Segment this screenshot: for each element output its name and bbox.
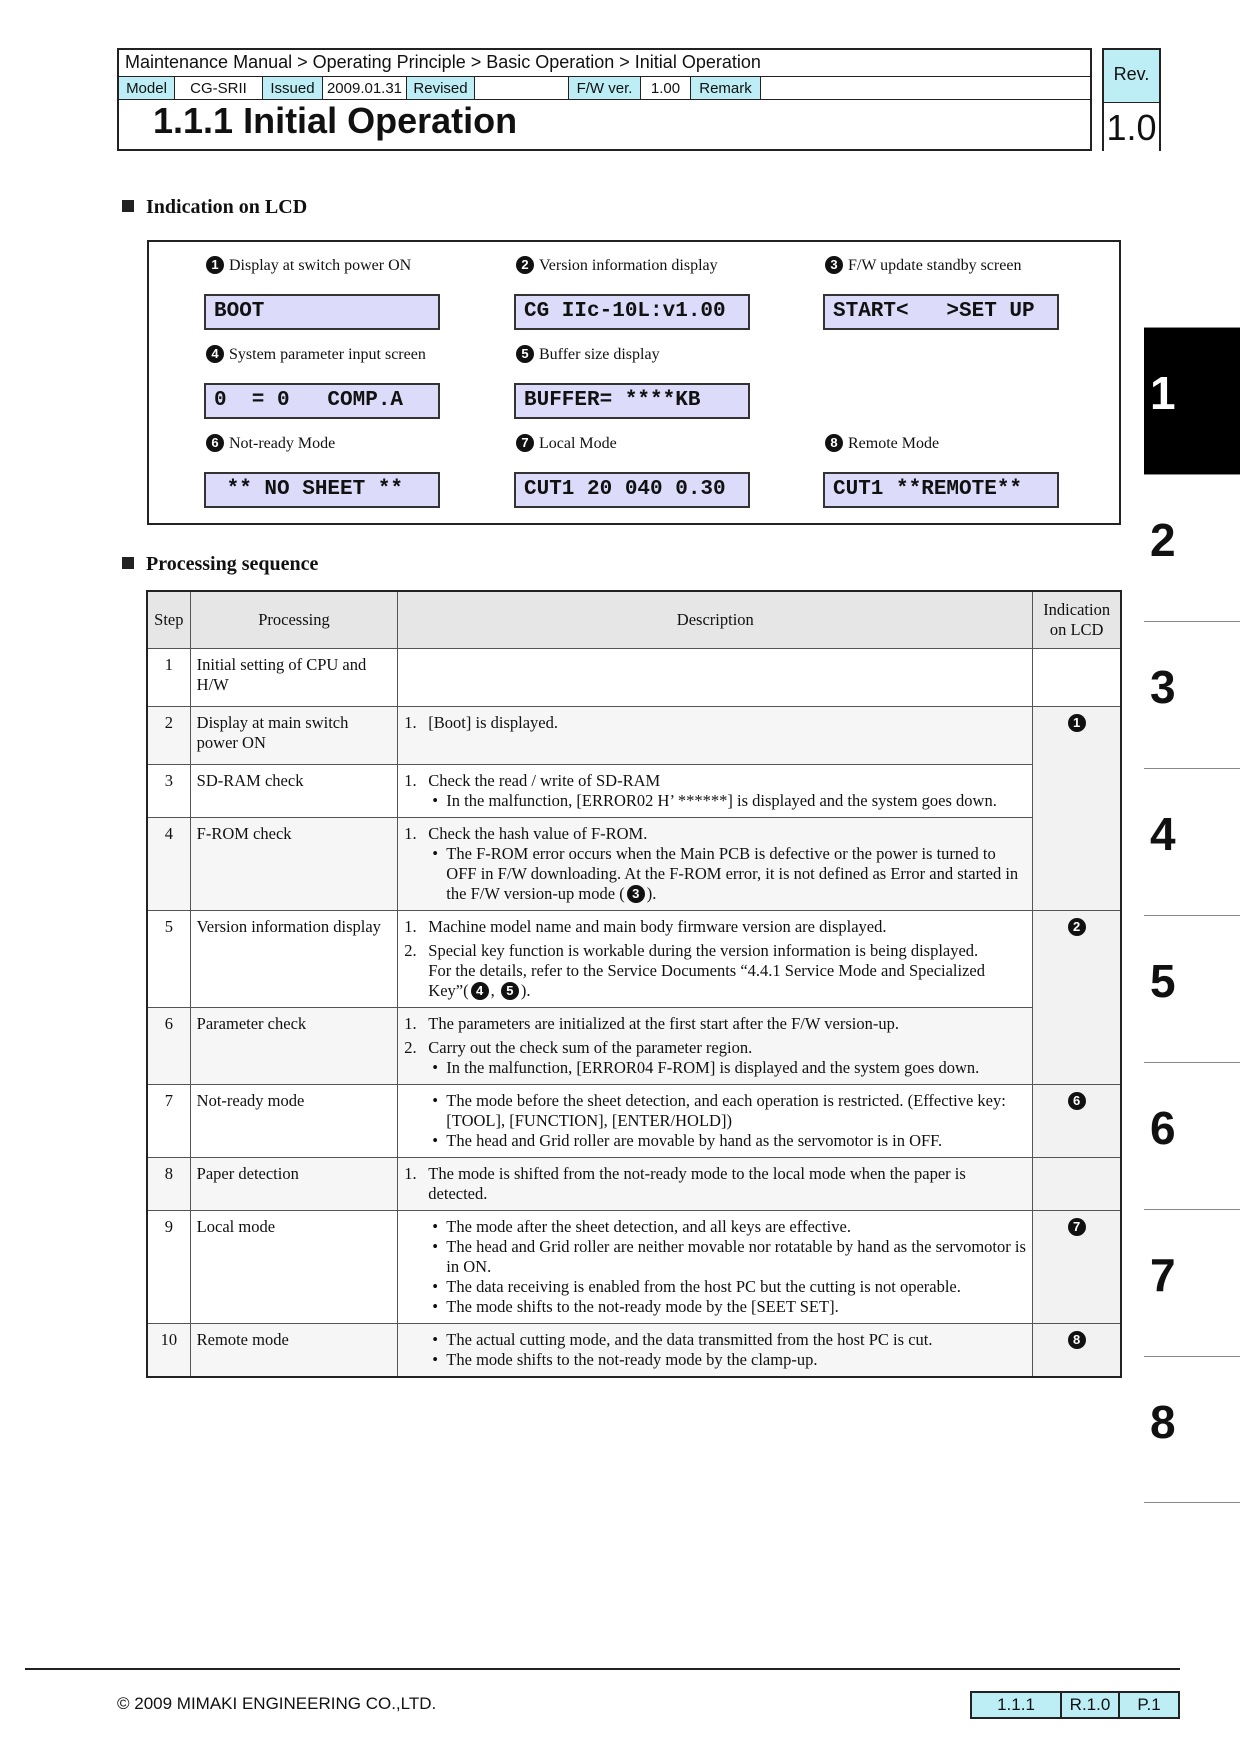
table-row: 5 Version information display 1. Machine model name and main body firmware version are displayed. 2. Special key function is workable during the version information is being displayed. For the details, refer to the Service Documents “4.4.1 Service Mode and Specialized Key”( 4 , 5 ). 2 (147, 911, 1121, 1008)
lcd-screen-3: START< >SET UP (823, 294, 1059, 330)
sequence-table (146, 590, 1122, 1378)
circled-number-icon: 1 (1068, 714, 1086, 732)
circled-number-icon: 4 (206, 345, 224, 363)
table-header-row (147, 591, 1121, 649)
circled-number-icon: 4 (471, 982, 489, 1000)
col-step: Step (147, 591, 190, 649)
page-title: 1.1.1 Initial Operation (153, 100, 518, 141)
lcd-caption-1: 1 Display at switch power ON (206, 256, 411, 275)
issued-label: Issued (263, 77, 323, 99)
circled-number-icon: 3 (825, 256, 843, 274)
chapter-tab-1[interactable]: 1 (1144, 327, 1240, 474)
lcd-screen-2: CG IIc-10L:v1.00 (514, 294, 750, 330)
circled-number-icon: 2 (1068, 918, 1086, 936)
table-row: 6 Parameter check 1. The parameters are initialized at the first start after the F/W version-up. 2. Carry out the check sum of the parameter region. • In the malfunction, [ERROR04 F-ROM] is displayed and the system goes down. (147, 1008, 1121, 1085)
lcd-screen-4: 0 = 0 COMP.A (204, 383, 440, 419)
lcd-screen-8: CUT1 **REMOTE** (823, 472, 1059, 508)
circled-number-icon: 8 (1068, 1331, 1086, 1349)
copyright: © 2009 MIMAKI ENGINEERING CO.,LTD. (117, 1694, 437, 1713)
remark-value (761, 77, 1090, 99)
table-row: 8 Paper detection 1. The mode is shifted from the not-ready mode to the local mode when the paper is detected. (147, 1158, 1121, 1211)
revised-label: Revised (407, 77, 475, 99)
table-row: 9 Local mode • The mode after the sheet detection, and all keys are effective. • The head and Grid roller are neither movable nor rotatable by hand as the servomotor is in ON. • The data receiving is enabled from the host PC but the cutting is not operable. • The mode shifts to the not-ready mode by the [SEET SET]. 7 (147, 1211, 1121, 1324)
chapter-tab-2[interactable]: 2 (1144, 474, 1240, 621)
lcd-caption-4: 4 System parameter input screen (206, 345, 426, 364)
rev-value: 1.0 (1104, 102, 1159, 152)
issued-value: 2009.01.31 (323, 77, 407, 99)
col-processing: Processing (190, 591, 398, 649)
circled-number-icon: 5 (516, 345, 534, 363)
col-description: Description (398, 591, 1033, 649)
circled-number-icon: 5 (501, 982, 519, 1000)
table-row: 10 Remote mode • The actual cutting mode, and the data transmitted from the host PC is cut. • The mode shifts to the not-ready mode by the clamp-up. 8 (147, 1324, 1121, 1378)
lcd-caption-7: 7 Local Mode (516, 434, 617, 453)
page-ref-box (970, 1691, 1180, 1719)
circled-number-icon: 6 (206, 434, 224, 452)
table-row: 1 Initial setting of CPU and H/W (147, 649, 1121, 707)
model-label: Model (119, 77, 175, 99)
chapter-tab-8[interactable]: 8 (1144, 1356, 1240, 1503)
doc-header (117, 48, 1092, 151)
lcd-caption-2: 2 Version information display (516, 256, 718, 275)
bullet-square-icon (122, 557, 134, 569)
lcd-caption-5: 5 Buffer size display (516, 345, 660, 364)
footer-rev: R.1.0 (1062, 1693, 1120, 1717)
circled-number-icon: 3 (627, 885, 645, 903)
circled-number-icon: 8 (825, 434, 843, 452)
lcd-screen-1: BOOT (204, 294, 440, 330)
circled-number-icon: 2 (516, 256, 534, 274)
col-indication: Indication on LCD (1033, 591, 1121, 649)
table-row: 2 Display at main switch power ON 1. [Boot] is displayed. 1 (147, 707, 1121, 765)
seq-heading: Processing sequence (122, 553, 318, 576)
rev-label: Rev. (1113, 64, 1150, 84)
bullet-square-icon (122, 200, 134, 212)
chapter-tab-7[interactable]: 7 (1144, 1209, 1240, 1356)
lcd-caption-3: 3 F/W update standby screen (825, 256, 1021, 275)
lcd-caption-8: 8 Remote Mode (825, 434, 939, 453)
footer-section: 1.1.1 (972, 1693, 1062, 1717)
lcd-screen-5: BUFFER= ****KB (514, 383, 750, 419)
chapter-tab-6[interactable]: 6 (1144, 1062, 1240, 1209)
chapter-tab-3[interactable]: 3 (1144, 621, 1240, 768)
fw-label: F/W ver. (569, 77, 641, 99)
breadcrumb: Maintenance Manual > Operating Principle > Basic Operation > Initial Operation (125, 52, 761, 72)
circled-number-icon: 1 (206, 256, 224, 274)
table-row: 3 SD-RAM check 1. Check the read / write of SD-RAM • In the malfunction, [ERROR02 H’ ******] is displayed and the system goes down. (147, 765, 1121, 818)
chapter-tab-4[interactable]: 4 (1144, 768, 1240, 915)
footer-page: P.1 (1137, 1695, 1161, 1714)
circled-number-icon: 7 (516, 434, 534, 452)
model-value: CG-SRII (175, 77, 263, 99)
rev-box (1102, 48, 1161, 151)
remark-label: Remark (691, 77, 761, 99)
footer-divider (25, 1668, 1180, 1670)
revised-value (475, 77, 569, 99)
lcd-caption-6: 6 Not-ready Mode (206, 434, 335, 453)
meta-row (119, 76, 1090, 100)
lcd-heading: Indication on LCD (122, 196, 307, 219)
chapter-tab-5[interactable]: 5 (1144, 915, 1240, 1062)
table-row: 7 Not-ready mode • The mode before the sheet detection, and each operation is restricted. (Effective key: [TOOL], [FUNCTION], [ENTER/HOLD]) • The head and Grid roller are movable by hand as the servomotor is in OFF. 6 (147, 1085, 1121, 1158)
table-row: 4 F-ROM check 1. Check the hash value of F-ROM. • The F-ROM error occurs when the Main PCB is defective or the power is turned to OFF in F/W downloading. At the F-ROM error, it is not defined as Error and started in the F/W version-up mode ( 3 ). (147, 818, 1121, 911)
lcd-panel (147, 240, 1121, 525)
lcd-screen-7: CUT1 20 040 0.30 (514, 472, 750, 508)
fw-value: 1.00 (641, 77, 691, 99)
lcd-screen-6: ** NO SHEET ** (204, 472, 440, 508)
circled-number-icon: 6 (1068, 1092, 1086, 1110)
circled-number-icon: 7 (1068, 1218, 1086, 1236)
